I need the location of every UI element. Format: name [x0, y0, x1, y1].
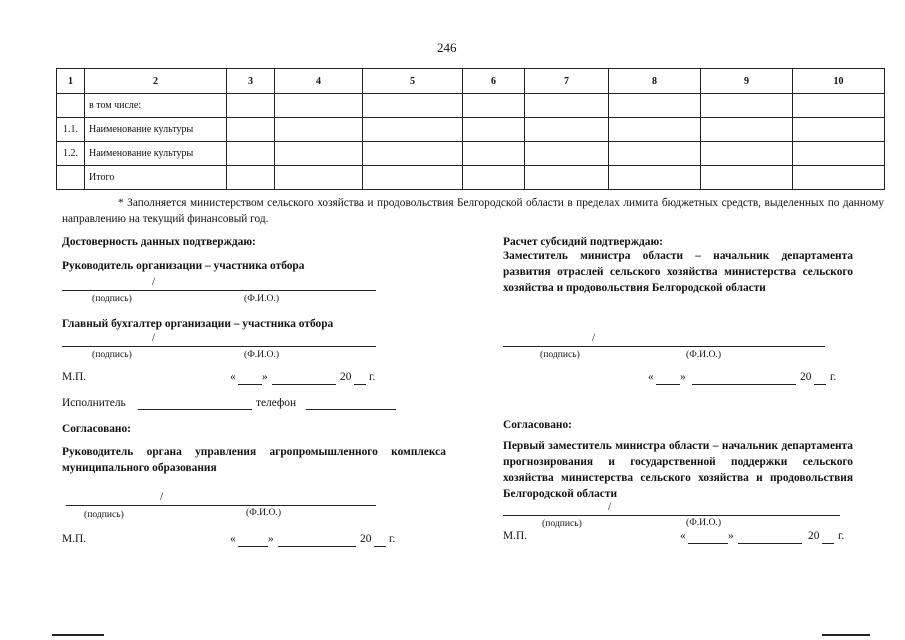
date-month-line: [692, 384, 796, 385]
stamp-mp: М.П.: [62, 533, 87, 545]
table-row: [57, 142, 885, 166]
date-close-quote: »: [268, 533, 274, 545]
footer-rule-left: [52, 634, 104, 636]
signature-line-deputy: [503, 346, 825, 347]
date-year-line: [814, 384, 826, 385]
slash-separator: /: [608, 501, 612, 513]
table-row: [57, 166, 885, 190]
row-name: в том числе:: [85, 94, 227, 118]
fio-label: (Ф.И.О.): [244, 293, 280, 304]
col-header-5: 5: [363, 69, 463, 94]
table-row: [57, 118, 885, 142]
date-year-line: [822, 543, 834, 544]
date-open-quote: «: [680, 530, 686, 542]
cell: [525, 166, 609, 190]
cell: [275, 142, 363, 166]
cell: [227, 118, 275, 142]
col-header-1: 1: [57, 69, 85, 94]
date-day-line: [656, 384, 680, 385]
col-header-10: 10: [793, 69, 885, 94]
date-year: 20: [360, 533, 372, 545]
signature-label: (подпись): [92, 293, 132, 304]
cell: [363, 94, 463, 118]
cell: [463, 118, 525, 142]
table-row: [57, 94, 885, 118]
col-header-2: 2: [85, 69, 227, 94]
cell: [363, 166, 463, 190]
cell: [701, 118, 793, 142]
date-year-suffix: г.: [838, 530, 845, 542]
cell: [275, 166, 363, 190]
cell: [701, 142, 793, 166]
stamp-mp: М.П.: [62, 371, 87, 383]
date-day-line: [688, 543, 728, 544]
date-year-suffix: г.: [830, 371, 837, 383]
cell: [227, 94, 275, 118]
signature-line-first-deputy: [503, 515, 840, 516]
footnote: * Заполняется министерством сельского хозяйства и продовольствия Белгородской области в пределах лимита бюджетных средств, выделенных по данному направлению на текущий финансовый год.: [62, 197, 884, 225]
cell: [227, 166, 275, 190]
cell: [463, 94, 525, 118]
col-header-9: 9: [701, 69, 793, 94]
cell: [525, 94, 609, 118]
slash-separator: /: [160, 491, 164, 503]
row-name: Наименование культуры: [85, 142, 227, 166]
fio-label: (Ф.И.О.): [686, 349, 722, 360]
date-open-quote: «: [230, 533, 236, 545]
cell: [609, 94, 701, 118]
date-month-line: [278, 546, 356, 547]
slash-separator: /: [152, 332, 156, 344]
page-number: 246: [437, 40, 457, 55]
row-name: Наименование культуры: [85, 118, 227, 142]
signature-line-agro: [66, 505, 376, 506]
stamp-mp: М.П.: [503, 530, 528, 542]
first-deputy-title: Первый заместитель министра области – начальник департамента прогнозирования и государственной поддержки сельского хозяйства министерства сельского хозяйства и продовольствия Белгородской области: [503, 440, 853, 500]
signature-label: (подпись): [84, 509, 124, 520]
fio-label: (Ф.И.О.): [244, 349, 280, 360]
fio-label: (Ф.И.О.): [246, 507, 282, 518]
date-year: 20: [808, 530, 820, 542]
cell: [609, 118, 701, 142]
col-header-6: 6: [463, 69, 525, 94]
date-month-line: [738, 543, 802, 544]
date-year-suffix: г.: [389, 533, 396, 545]
cell: [793, 94, 885, 118]
cell: [793, 118, 885, 142]
date-year-line: [354, 384, 366, 385]
signature-label: (подпись): [542, 518, 582, 529]
cell: [275, 94, 363, 118]
executor-line: [138, 409, 252, 410]
date-open-quote: «: [648, 371, 654, 383]
cell: [525, 142, 609, 166]
confirm-heading: Достоверность данных подтверждаю:: [62, 236, 256, 248]
date-year-suffix: г.: [369, 371, 376, 383]
date-close-quote: »: [680, 371, 686, 383]
signature-line-accountant: [62, 346, 376, 347]
agreed-heading-right: Согласовано:: [503, 419, 572, 431]
row-number: [57, 94, 85, 118]
phone-line: [306, 409, 396, 410]
date-close-quote: »: [262, 371, 268, 383]
cell: [609, 166, 701, 190]
cell: [701, 94, 793, 118]
executor-label: Исполнитель: [62, 397, 126, 409]
row-name: Итого: [85, 166, 227, 190]
head-org-title: Руководитель организации – участника отбора: [62, 260, 305, 272]
agro-head-title: Руководитель органа управления агропромышленного комплекса муниципального образования: [62, 446, 446, 474]
cell: [463, 166, 525, 190]
footer-rule-right: [822, 634, 870, 636]
table-header-row: [57, 69, 885, 94]
cell: [275, 118, 363, 142]
col-header-4: 4: [275, 69, 363, 94]
cell: [227, 142, 275, 166]
slash-separator: /: [152, 276, 156, 288]
agreed-heading-left: Согласовано:: [62, 423, 131, 435]
date-day-line: [238, 384, 262, 385]
row-number: 1.1.: [57, 118, 85, 142]
col-header-3: 3: [227, 69, 275, 94]
col-header-8: 8: [609, 69, 701, 94]
data-table: [56, 68, 885, 190]
cell: [363, 142, 463, 166]
date-open-quote: «: [230, 371, 236, 383]
slash-separator: /: [592, 332, 596, 344]
phone-label: телефон: [256, 397, 297, 409]
date-day-line: [238, 546, 268, 547]
row-number: [57, 166, 85, 190]
date-close-quote: »: [728, 530, 734, 542]
date-year: 20: [800, 371, 812, 383]
chief-accountant-title: Главный бухгалтер организации – участника отбора: [62, 318, 334, 330]
date-year: 20: [340, 371, 352, 383]
cell: [793, 166, 885, 190]
date-year-line: [374, 546, 386, 547]
cell: [463, 142, 525, 166]
date-month-line: [272, 384, 336, 385]
cell: [793, 142, 885, 166]
deputy-title: Заместитель министра области – начальник департамента развития отраслей сельского хозяйства министерства сельского хозяйства и продовольствия Белгородской области: [503, 250, 853, 294]
cell: [609, 142, 701, 166]
cell: [363, 118, 463, 142]
row-number: 1.2.: [57, 142, 85, 166]
col-header-7: 7: [525, 69, 609, 94]
signature-line-head: [62, 290, 376, 291]
calc-heading: Расчет субсидий подтверждаю:: [503, 236, 663, 248]
cell: [701, 166, 793, 190]
cell: [525, 118, 609, 142]
signature-label: (подпись): [540, 349, 580, 360]
signature-label: (подпись): [92, 349, 132, 360]
fio-label: (Ф.И.О.): [686, 517, 722, 528]
